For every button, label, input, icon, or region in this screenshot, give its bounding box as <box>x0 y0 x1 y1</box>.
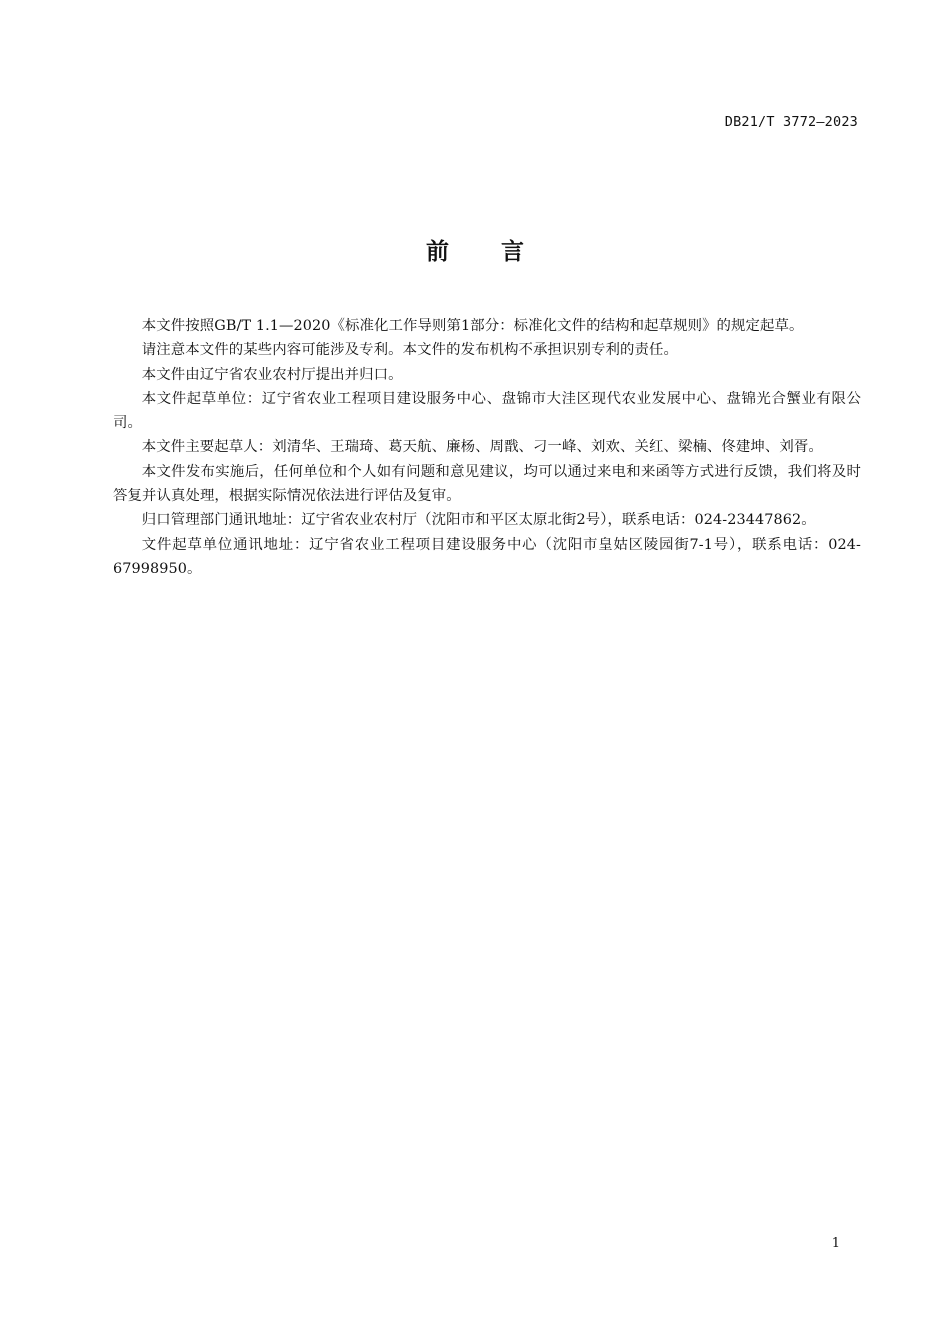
paragraph-authority-address: 归口管理部门通讯地址：辽宁省农业农村厅（沈阳市和平区太原北街2号），联系电话：024-23447862。 <box>141 512 816 529</box>
paragraph-drafting-rules: 本文件按照GB/T 1.1—2020《标准化工作导则第1部分：标准化文件的结构和起草规则》的规定起草。 <box>141 318 804 334</box>
paragraph-feedback: 本文件发布实施后，任何单位和个人如有问题和意见建议，均可以通过来电和来函等方式进行反馈，我们将及时答复并认真处理，根据实际情况依法进行评估及复审。 <box>113 463 861 505</box>
paragraph-drafting-units: 本文件起草单位：辽宁省农业工程项目建设服务中心、盘锦市大洼区现代农业发展中心、盘锦光合蟹业有限公司。 <box>113 390 861 432</box>
foreword-body <box>113 314 861 581</box>
paragraph-drafters: 本文件主要起草人：刘清华、王瑞琦、葛天航、廉杨、周戬、刁一峰、刘欢、关红、梁楠、佟建坤、刘胥。 <box>141 439 823 456</box>
page-title: 前言 <box>426 239 576 265</box>
document-code: DB21/T 3772—2023 <box>724 114 858 130</box>
page-number: 1 <box>831 1236 840 1251</box>
paragraph-patent-notice: 请注意本文件的某些内容可能涉及专利。本文件的发布机构不承担识别专利的责任。 <box>141 342 678 359</box>
paragraph-proposer: 本文件由辽宁省农业农村厅提出并归口。 <box>141 366 403 383</box>
paragraph-drafting-unit-address: 文件起草单位通讯地址：辽宁省农业工程项目建设服务中心（沈阳市皇姑区陵园街7-1号），联系电话：024-67998950。 <box>113 536 861 577</box>
